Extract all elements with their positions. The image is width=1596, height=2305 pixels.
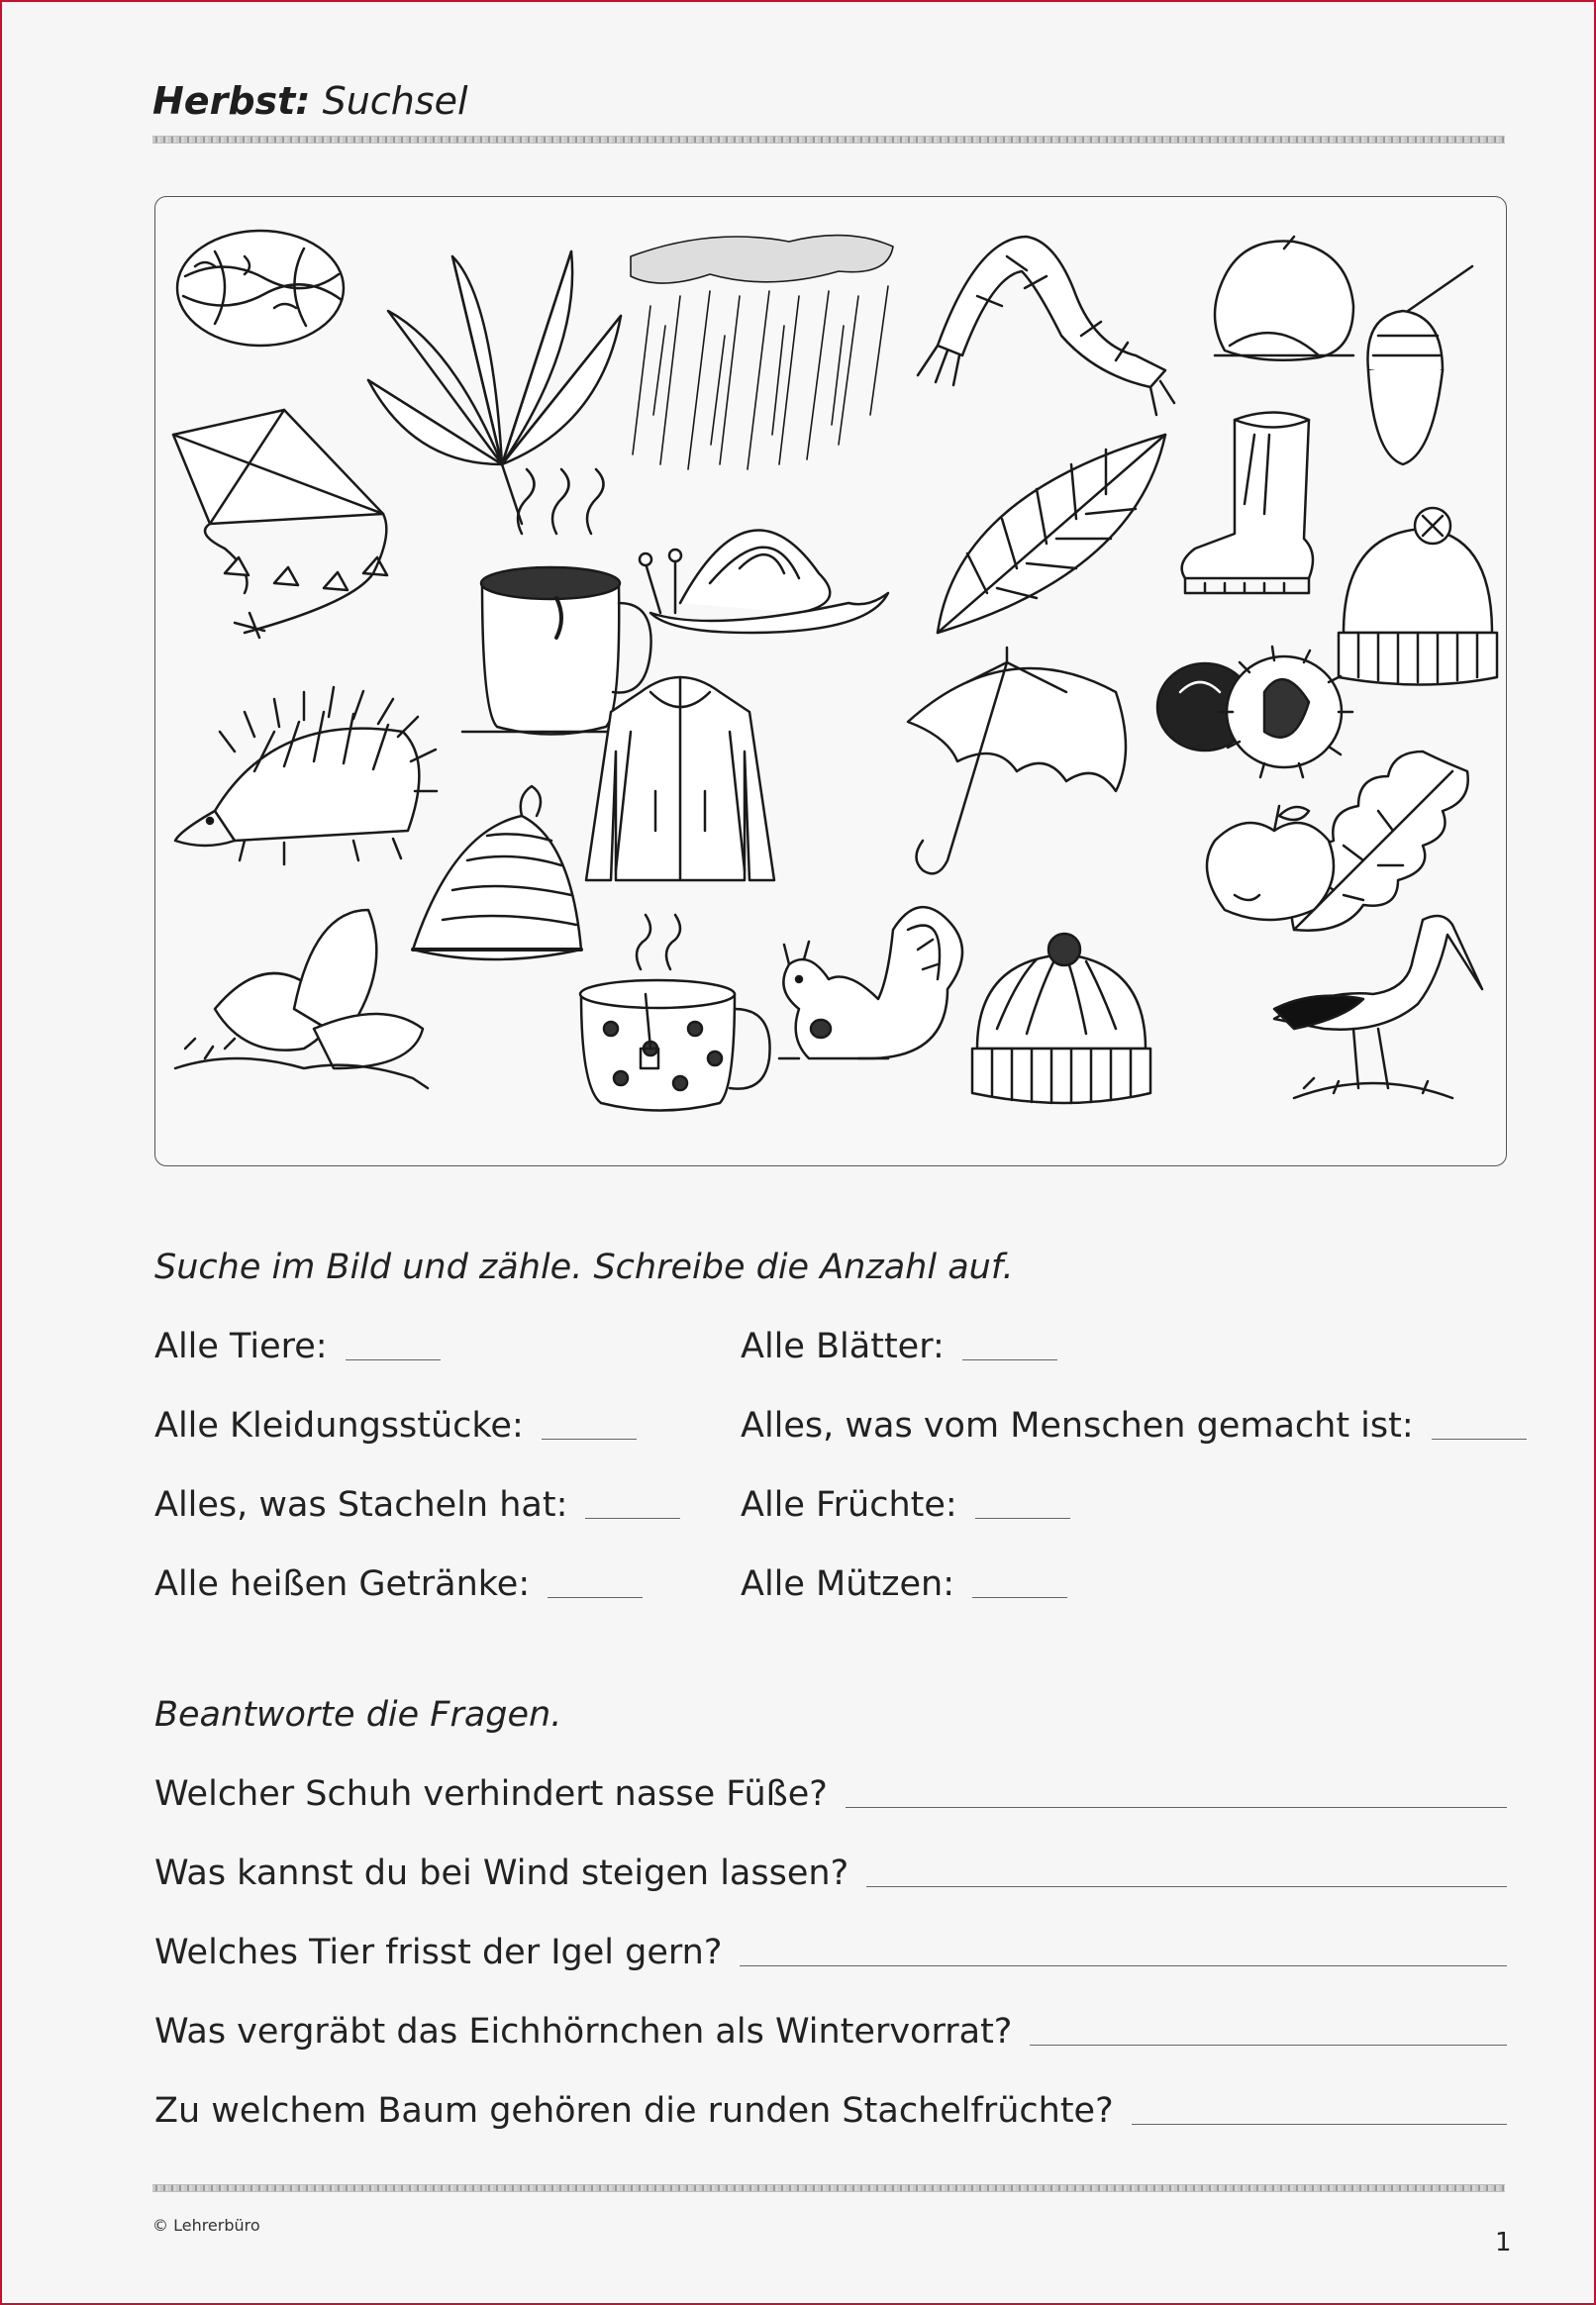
page-number: 1 xyxy=(1495,2228,1512,2257)
umbrella-icon xyxy=(908,648,1126,873)
scarf-icon xyxy=(918,237,1174,415)
question-row xyxy=(154,1933,1507,1972)
question-text: Welcher Schuh verhindert nasse Füße? xyxy=(154,1774,828,1814)
count-row xyxy=(741,1485,1070,1525)
hedgehog-icon xyxy=(175,687,437,864)
count-label: Alle Mützen: xyxy=(741,1564,955,1604)
squirrel-icon xyxy=(779,907,962,1058)
rubber-boot-icon xyxy=(1182,413,1313,594)
answer-line[interactable] xyxy=(740,1965,1507,1966)
count-label: Alle Früchte: xyxy=(741,1485,957,1525)
acorn-icon xyxy=(1367,266,1472,464)
count-label: Alle Blätter: xyxy=(741,1327,945,1366)
bottom-divider xyxy=(152,2184,1505,2192)
question-row xyxy=(154,2091,1507,2131)
steaming-mug-icon xyxy=(462,469,651,735)
question-text: Welches Tier frisst der Igel gern? xyxy=(154,1933,723,1972)
page-title xyxy=(152,79,468,123)
task2-instruction: Beantworte die Fragen. xyxy=(154,1695,562,1735)
question-row xyxy=(154,2012,1507,2052)
count-label: Alles, was vom Menschen gemacht ist: xyxy=(741,1406,1414,1446)
count-answer-field[interactable] xyxy=(962,1358,1057,1360)
task1-instruction: Suche im Bild und zähle. Schreibe die Anzahl auf. xyxy=(154,1248,1014,1287)
leaves-bundle-icon xyxy=(175,910,428,1088)
count-answer-field[interactable] xyxy=(972,1596,1067,1598)
beech-leaf-icon xyxy=(938,435,1165,633)
count-label: Alle Tiere: xyxy=(154,1327,328,1366)
hazelnut-icon xyxy=(1215,237,1353,360)
count-answer-field[interactable] xyxy=(1432,1438,1527,1440)
tea-cup-icon xyxy=(580,915,770,1111)
count-row xyxy=(741,1564,1067,1604)
question-text: Was kannst du bei Wind steigen lassen? xyxy=(154,1854,849,1893)
apple-icon xyxy=(1207,806,1334,920)
answer-line[interactable] xyxy=(866,1886,1507,1887)
top-divider xyxy=(152,136,1505,144)
copyright-note: © Lehrerbüro xyxy=(152,2216,260,2235)
question-text: Was vergräbt das Eichhörnchen als Wintervorrat? xyxy=(154,2012,1013,2052)
knit-hat-icon xyxy=(1339,508,1497,685)
striped-hat-icon xyxy=(413,786,581,959)
bobble-hat-icon xyxy=(972,934,1150,1103)
stork-icon xyxy=(1274,916,1482,1098)
answer-line[interactable] xyxy=(1132,2124,1507,2125)
count-label: Alle Kleidungsstücke: xyxy=(154,1406,524,1446)
count-row xyxy=(154,1327,441,1366)
count-answer-field[interactable] xyxy=(548,1596,643,1598)
kite-icon xyxy=(173,410,387,638)
count-row xyxy=(154,1406,637,1446)
question-text: Zu welchem Baum gehören die runden Stachelfrüchte? xyxy=(154,2091,1114,2131)
count-answer-field[interactable] xyxy=(542,1438,637,1440)
question-row xyxy=(154,1774,1507,1814)
rain-icon xyxy=(631,236,893,469)
search-picture xyxy=(154,196,1507,1166)
snail-icon xyxy=(640,531,888,633)
count-answer-field[interactable] xyxy=(975,1517,1070,1519)
count-row xyxy=(154,1485,680,1525)
count-label: Alle heißen Getränke: xyxy=(154,1564,531,1604)
walnut-icon xyxy=(177,231,344,346)
title-text: Suchsel xyxy=(322,79,468,123)
count-row xyxy=(741,1327,1057,1366)
chestnuts-icon xyxy=(1157,647,1352,777)
count-row xyxy=(741,1406,1527,1446)
chestnut-leaf-icon xyxy=(368,251,621,524)
count-label: Alles, was Stacheln hat: xyxy=(154,1485,568,1525)
count-answer-field[interactable] xyxy=(585,1517,680,1519)
answer-line[interactable] xyxy=(846,1807,1507,1808)
answer-line[interactable] xyxy=(1030,2045,1507,2046)
count-answer-field[interactable] xyxy=(346,1358,441,1360)
title-topic: Herbst: xyxy=(152,79,311,123)
question-row xyxy=(154,1854,1507,1893)
count-row xyxy=(154,1564,643,1604)
